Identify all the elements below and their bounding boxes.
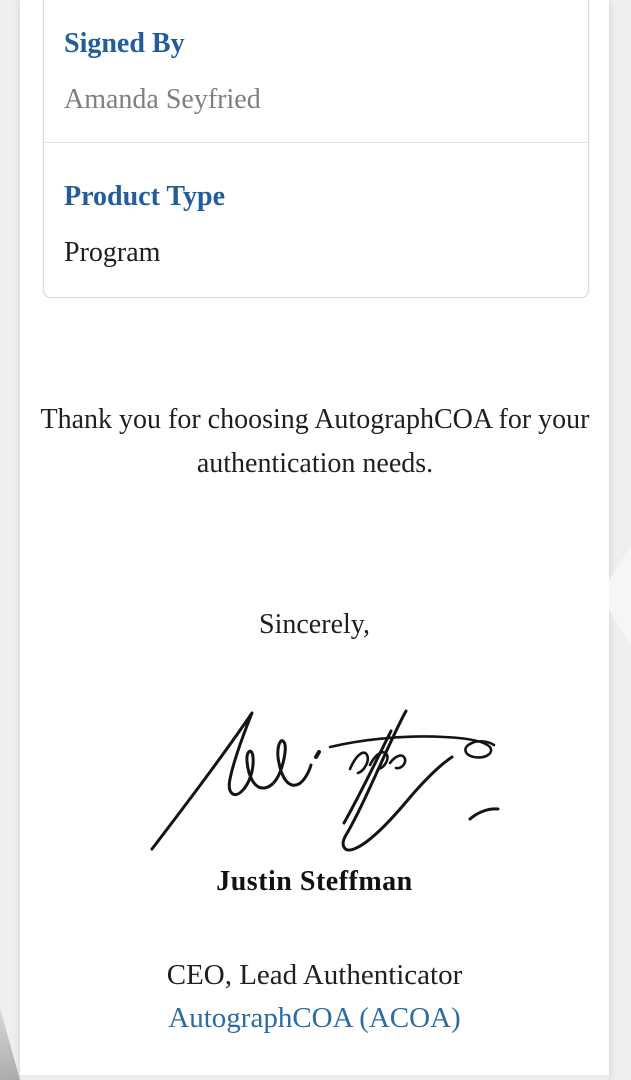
signed-by-value: Amanda Seyfried: [64, 84, 261, 115]
signatory-name: Justin Steffman: [216, 866, 413, 897]
organization-link[interactable]: AutographCOA (ACOA): [168, 1002, 461, 1034]
organization-link-row: [20, 1002, 609, 1035]
product-type-row: [44, 143, 588, 270]
item-details-card: [43, 0, 589, 298]
margin-decoration: [609, 545, 631, 645]
signatory-title: CEO, Lead Authenticator: [166, 959, 463, 991]
corner-decoration: [0, 1008, 20, 1080]
signature-image: [144, 695, 506, 865]
product-type-label: Product Type: [64, 181, 226, 212]
page-bottom-edge: [20, 1075, 609, 1080]
product-type-value: Program: [64, 237, 161, 268]
closing-text: Sincerely,: [259, 609, 370, 640]
thank-you-text: Thank you for choosing AutographCOA for your authentication needs.: [40, 404, 590, 479]
signed-by-row: [44, 0, 588, 143]
signed-by-label: Signed By: [64, 28, 185, 59]
